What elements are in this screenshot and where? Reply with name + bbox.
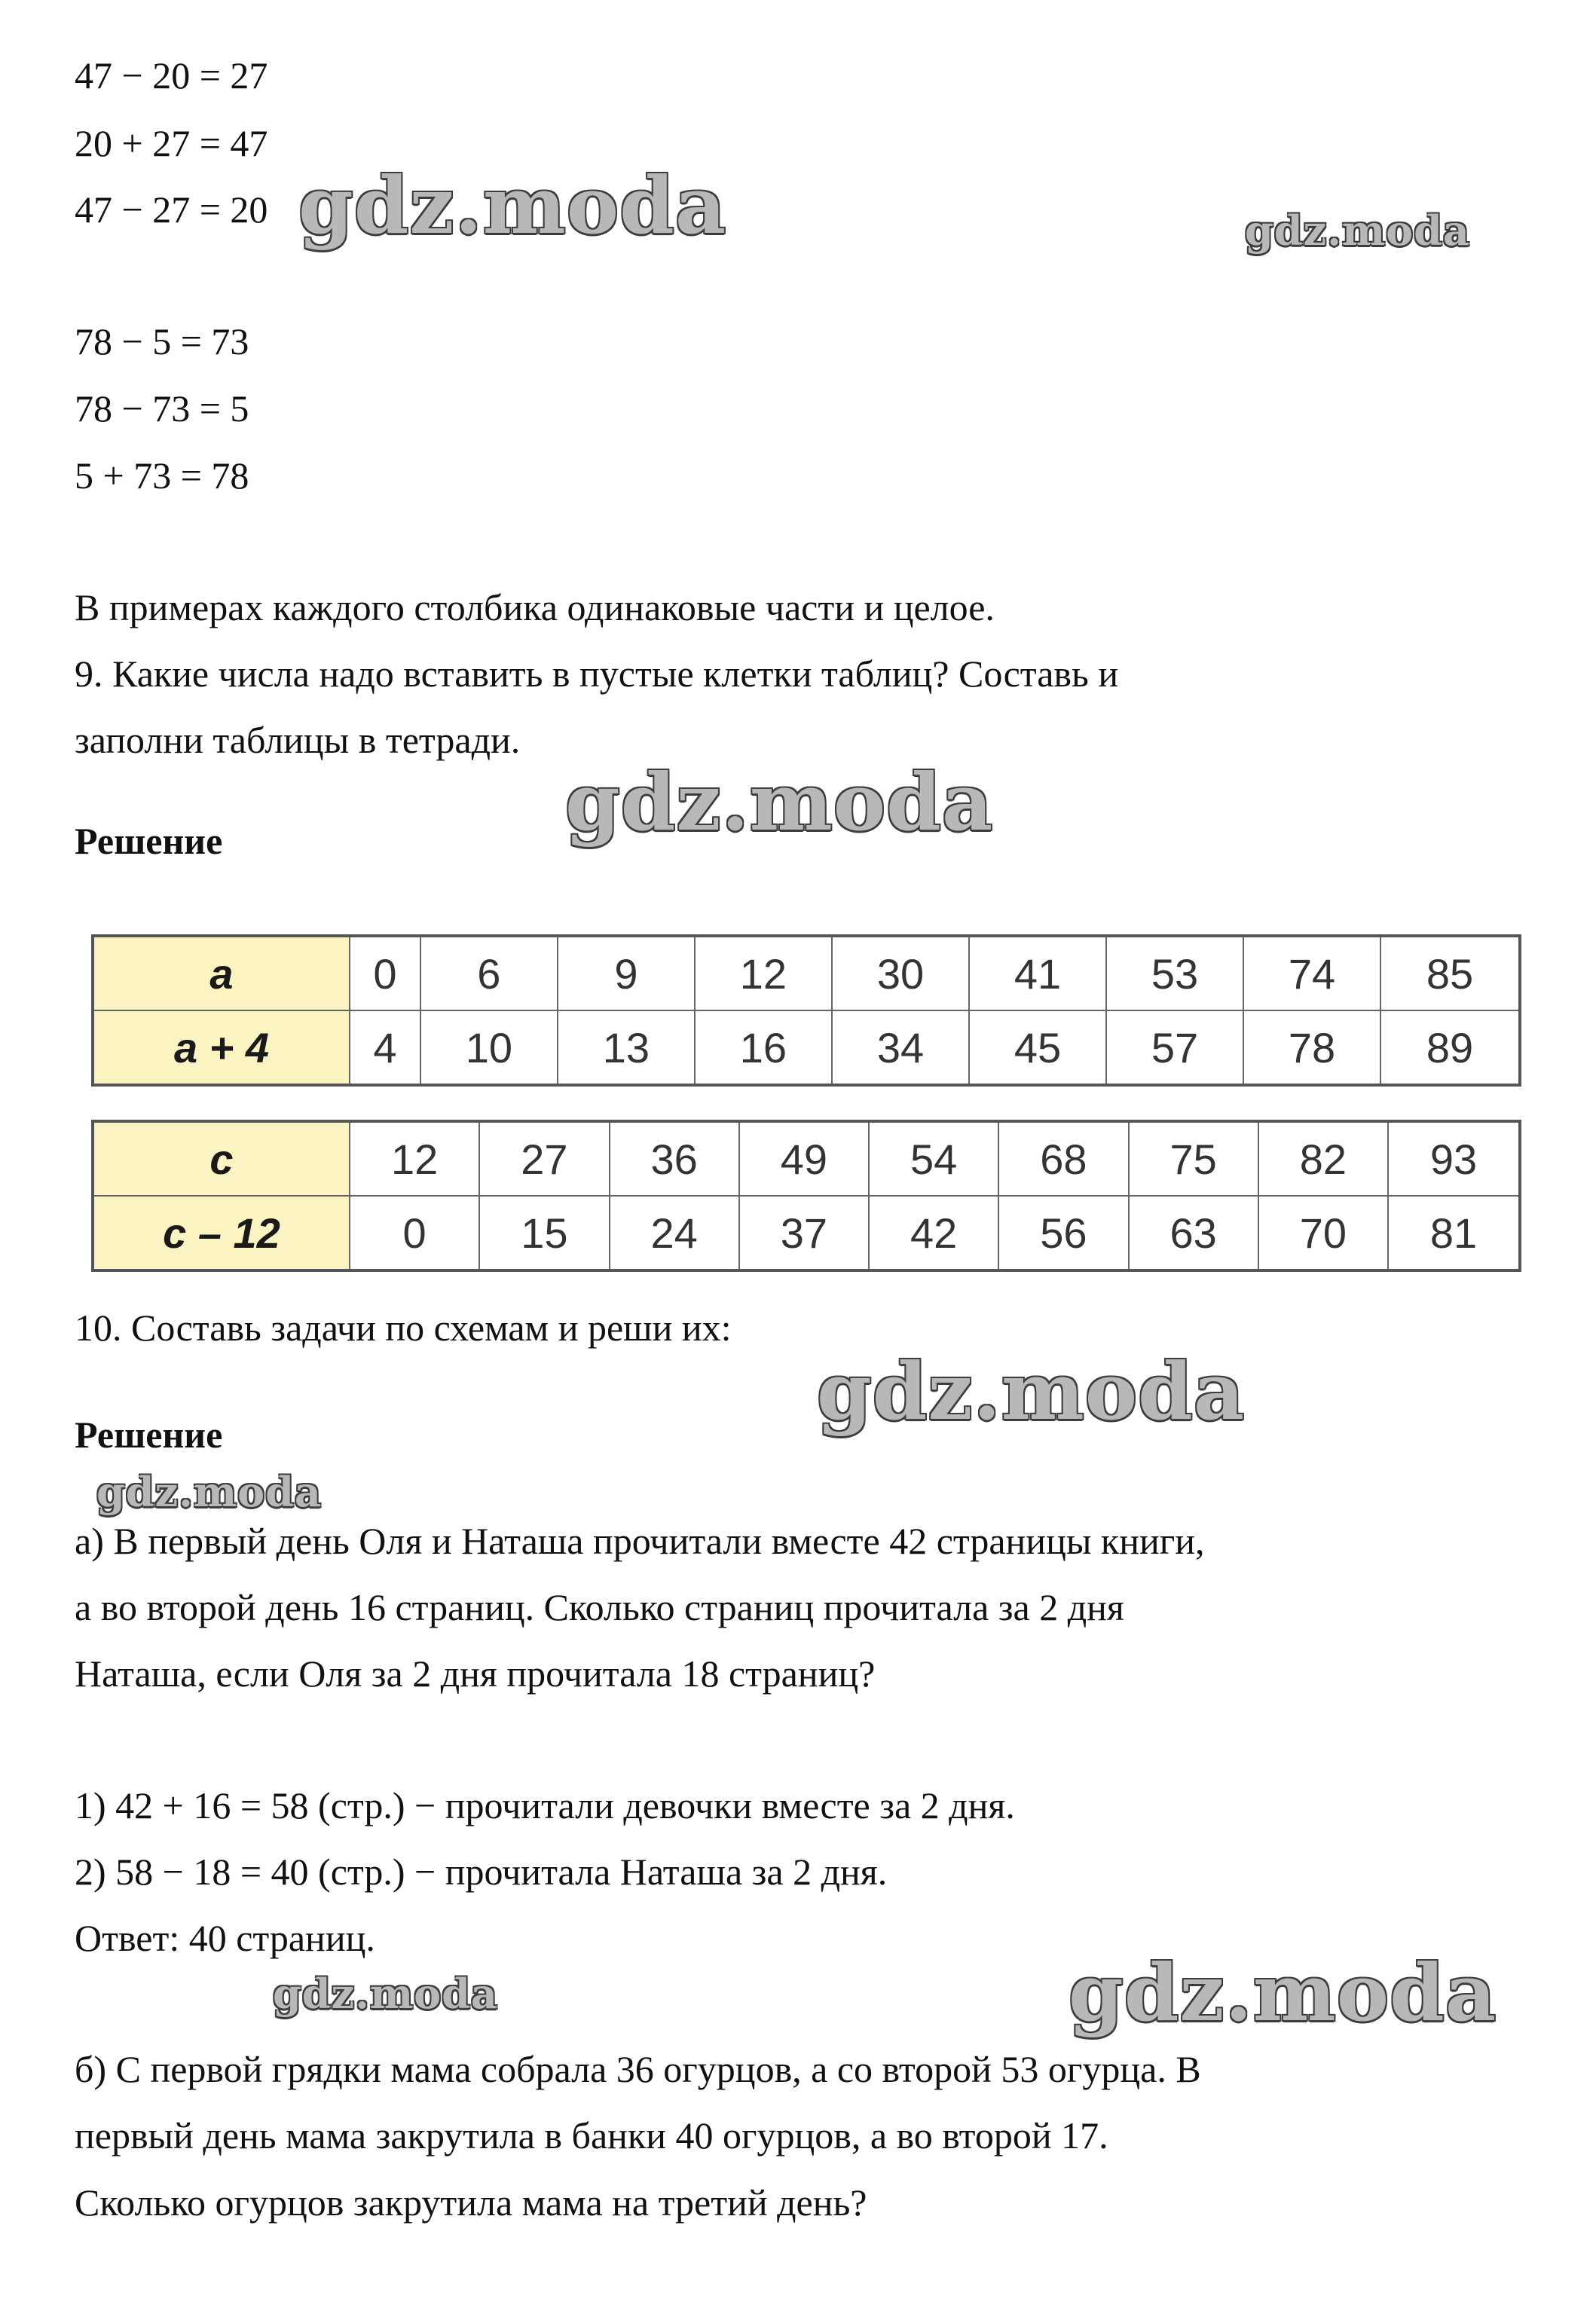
task10-title: 10. Составь задачи по схемам и реши их: bbox=[75, 1307, 732, 1349]
table-cell: 53 bbox=[1106, 936, 1243, 1010]
table-cell: 68 bbox=[998, 1121, 1128, 1196]
table-cell: 42 bbox=[869, 1196, 998, 1270]
table-cell: 56 bbox=[998, 1196, 1128, 1270]
table-a bbox=[91, 934, 1521, 1087]
table-cell: 15 bbox=[479, 1196, 609, 1270]
table-cell: 78 bbox=[1243, 1010, 1380, 1085]
watermark-logo: gdz.moda bbox=[1245, 206, 1470, 255]
problem-b-line: первый день мама закрутила в банки 40 огурцов, а во второй 17. bbox=[75, 2114, 1108, 2157]
table-cell: 0 bbox=[350, 936, 420, 1010]
equation-line: 78 − 73 = 5 bbox=[75, 387, 249, 429]
table-cell: 27 bbox=[479, 1121, 609, 1196]
problem-a-line: а во второй день 16 страниц. Сколько страниц прочитала за 2 дня bbox=[75, 1586, 1124, 1628]
problem-b-line: б) С первой грядки мама собрала 36 огурцов, а со второй 53 огурца. В bbox=[75, 2048, 1201, 2090]
table-cell: 45 bbox=[969, 1010, 1106, 1085]
table-cell: 9 bbox=[558, 936, 695, 1010]
table-cell: 13 bbox=[558, 1010, 695, 1085]
table-cell: 81 bbox=[1388, 1196, 1520, 1270]
table-c bbox=[91, 1120, 1521, 1272]
table-cell: 63 bbox=[1129, 1196, 1258, 1270]
table-cell: 36 bbox=[610, 1121, 739, 1196]
solution-step: 1) 42 + 16 = 58 (стр.) − прочитали девочки вместе за 2 дня. bbox=[75, 1784, 1015, 1826]
table-cell: 30 bbox=[832, 936, 969, 1010]
table-cell: 4 bbox=[350, 1010, 420, 1085]
table-cell: 16 bbox=[695, 1010, 832, 1085]
watermark-logo: gdz.moda bbox=[1069, 1946, 1497, 2039]
watermark-logo: gdz.moda bbox=[96, 1468, 322, 1516]
table-cell: 85 bbox=[1380, 936, 1520, 1010]
equation-line: 5 + 73 = 78 bbox=[75, 454, 249, 497]
table-header-cell: c bbox=[93, 1121, 350, 1196]
table-header-cell: a bbox=[93, 936, 350, 1010]
table-row bbox=[93, 1121, 1520, 1196]
problem-a-line: а) В первый день Оля и Наташа прочитали вместе 42 страницы книги, bbox=[75, 1520, 1205, 1562]
task9-question-line1: 9. Какие числа надо вставить в пустые клетки таблиц? Составь и bbox=[75, 653, 1119, 695]
table-cell: 49 bbox=[739, 1121, 869, 1196]
watermark-logo: gdz.moda bbox=[273, 1970, 498, 2018]
table-cell: 75 bbox=[1129, 1121, 1258, 1196]
equation-line: 47 − 27 = 20 bbox=[75, 188, 268, 231]
problem-b-line: Сколько огурцов закрутила мама на третий день? bbox=[75, 2181, 867, 2224]
table-header-cell: c – 12 bbox=[93, 1196, 350, 1270]
table-cell: 54 bbox=[869, 1121, 998, 1196]
table-cell: 34 bbox=[832, 1010, 969, 1085]
table-cell: 12 bbox=[695, 936, 832, 1010]
table-cell: 57 bbox=[1106, 1010, 1243, 1085]
equation-line: 78 − 5 = 73 bbox=[75, 320, 249, 362]
watermark-logo: gdz.moda bbox=[565, 756, 994, 848]
table-cell: 41 bbox=[969, 936, 1106, 1010]
table-row bbox=[93, 1010, 1520, 1085]
table-cell: 6 bbox=[420, 936, 558, 1010]
problem-a-line: Наташа, если Оля за 2 дня прочитала 18 страниц? bbox=[75, 1652, 876, 1695]
table-cell: 89 bbox=[1380, 1010, 1520, 1085]
solution-heading: Решение bbox=[75, 1414, 223, 1456]
table-cell: 93 bbox=[1388, 1121, 1520, 1196]
table-cell: 12 bbox=[350, 1121, 479, 1196]
table-row bbox=[93, 1196, 1520, 1270]
equation-line: 20 + 27 = 47 bbox=[75, 122, 268, 164]
summary-text: В примерах каждого столбика одинаковые части и целое. bbox=[75, 586, 995, 628]
table-cell: 24 bbox=[610, 1196, 739, 1270]
table-cell: 70 bbox=[1258, 1196, 1388, 1270]
watermark-logo: gdz.moda bbox=[817, 1345, 1246, 1438]
table-cell: 37 bbox=[739, 1196, 869, 1270]
answer-line: Ответ: 40 страниц. bbox=[75, 1917, 375, 1959]
watermark-logo: gdz.moda bbox=[298, 159, 727, 252]
solution-heading: Решение bbox=[75, 820, 223, 862]
table-header-cell: a + 4 bbox=[93, 1010, 350, 1085]
table-row bbox=[93, 936, 1520, 1010]
table-cell: 82 bbox=[1258, 1121, 1388, 1196]
task9-question-line2: заполни таблицы в тетради. bbox=[75, 719, 521, 761]
table-cell: 74 bbox=[1243, 936, 1380, 1010]
solution-step: 2) 58 − 18 = 40 (стр.) − прочитала Наташа за 2 дня. bbox=[75, 1851, 888, 1893]
equation-line: 47 − 20 = 27 bbox=[75, 54, 268, 96]
table-cell: 10 bbox=[420, 1010, 558, 1085]
table-cell: 0 bbox=[350, 1196, 479, 1270]
